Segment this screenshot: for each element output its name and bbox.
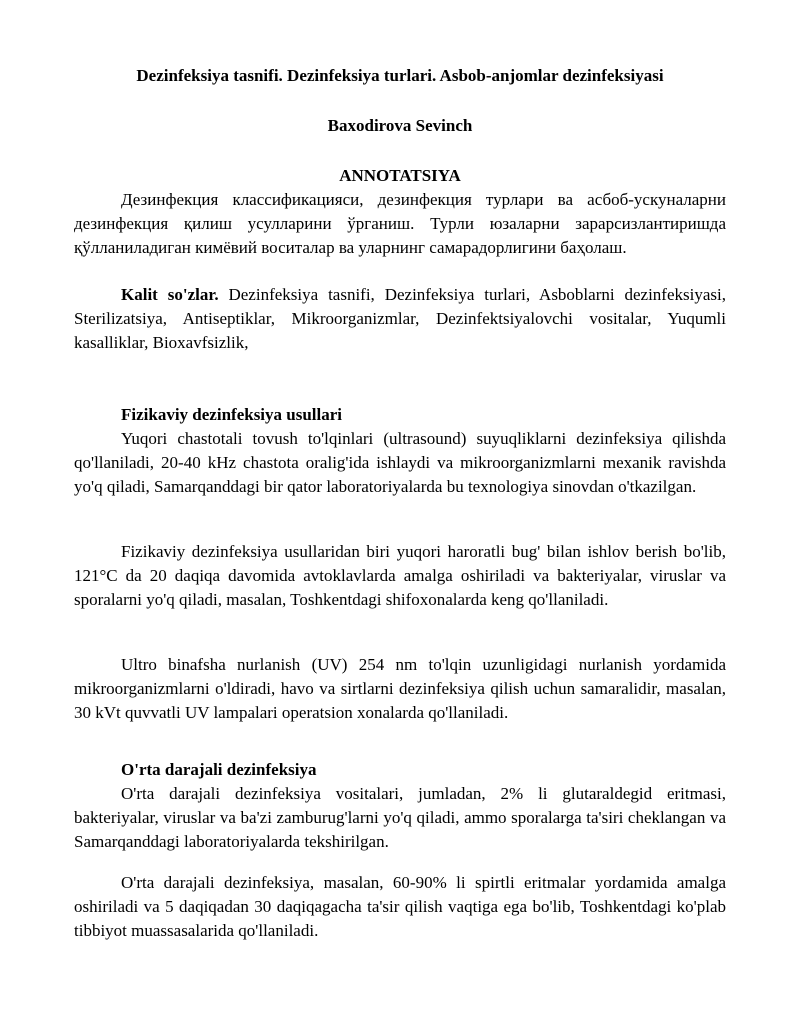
keywords-paragraph [74, 283, 726, 355]
document-title: Dezinfeksiya tasnifi. Dezinfeksiya turlari. Asbob-anjomlar dezinfeksiyasi [136, 66, 664, 85]
author-name: Baxodirova Sevinch [327, 116, 473, 135]
paragraph-ultrasound: Yuqori chastotali tovush to'lqinlari (ultrasound) suyuqliklarni dezinfeksiya qilishda qo'llaniladi, 20-40 kHz chastota oralig'ida ishlaydi va mikroorganizmlarni mexanik ravishda yo'q qiladi, Samarqanddagi bir qator laboratoriyalarda bu texnologiya sinovdan o'tkazilgan. [74, 429, 726, 496]
paragraph-uv: Ultro binafsha nurlanish (UV) 254 nm to'lqin uzunligidagi nurlanish yordamida mikroorganizmlarni o'ldiradi, havo va sirtlarni dezinfeksiya qilish uchun samaralidir, masalan, 30 kVt quvvatli UV lampalari operatsion xonalarda qo'llaniladi. [74, 655, 726, 722]
annotation-heading: ANNOTATSIYA [339, 166, 461, 185]
keywords-label: Kalit so'zlar. [121, 285, 219, 304]
section-heading-physical: Fizikaviy dezinfeksiya usullari [121, 405, 343, 424]
paragraph-alcohol: O'rta darajali dezinfeksiya, masalan, 60-90% li spirtli eritmalar yordamida amalga oshiriladi va 5 daqiqadan 30 daqiqagacha ta'sir qilish vaqtiga ega bo'lib, Toshkentdagi ko'plab tibbiyot muassasalarida qo'llaniladi. [74, 873, 726, 940]
section-heading-intermediate: O'rta darajali dezinfeksiya [121, 760, 317, 779]
keywords-list: Dezinfeksiya tasnifi, Dezinfeksiya turlari, Asboblarni dezinfeksiyasi, Sterilizatsiya, Antiseptiklar, Mikroorganizmlar, Dezinfektsiyalovchi vositalar, Yuqumli kasalliklar, Bioxavfsizlik, [74, 285, 726, 352]
annotation-paragraph: Дезинфекция классификацияси, дезинфекция турлари ва асбоб-ускуналарни дезинфекция қилиш усулларини ўрганиш. Турли юзаларни зарарсизлантиришда қўлланиладиган кимёвий воситалар ва уларнинг самарадорлигини баҳолаш. [74, 190, 726, 257]
paragraph-steam: Fizikaviy dezinfeksiya usullaridan biri yuqori haroratli bug' bilan ishlov berish bo'lib, 121°C da 20 daqiqa davomida avtoklavlarda amalga oshiriladi va bakteriyalar, viruslar va sporalarni yo'q qiladi, masalan, Toshkentdagi shifoxonalarda keng qo'llaniladi. [74, 542, 726, 609]
paragraph-glutaraldehyde: O'rta darajali dezinfeksiya vositalari, jumladan, 2% li glutaraldegid eritmasi, bakteriyalar, viruslar va ba'zi zamburug'larni yo'q qiladi, ammo sporalarga ta'siri cheklangan va Samarqanddagi laboratoriyalarda tekshirilgan. [74, 784, 726, 851]
